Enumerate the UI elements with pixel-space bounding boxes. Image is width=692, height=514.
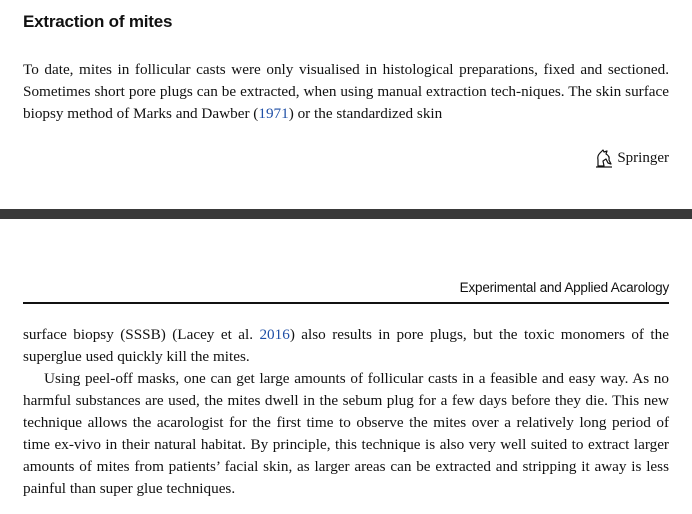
paragraph-continuation-start: surface biopsy (SSSB) (Lacey et al.	[23, 326, 260, 343]
paragraph-peel-off: Using peel-off masks, one can get large amounts of follicular casts in a feasible and easy way. As no harmful substances are used, the mites dwell in the sebum plug for a few days before they die. This new technique allows the acarologist for the first time to observe the mites over a relatively long period of time ex-vivo in their natural habitat. By principle, this technique is also very well suited to extract larger amounts of mites from patients’ facial skin, as larger areas can be extracted and stripping it away is less painful than super glue techniques.	[23, 370, 669, 497]
paragraph-intro-text: To date, mites in follicular casts were only visualised in histological preparations, fixed and sectioned. Sometimes short pore plugs can be extracted, when using manual extraction tech-niques. The skin surface biopsy method of Marks and Dawber (	[23, 61, 669, 122]
paragraph-intro-end: ) or the standardized skin	[288, 105, 443, 122]
citation-link-2016[interactable]: 2016	[259, 326, 290, 343]
page-bottom-text	[23, 324, 669, 500]
header-rule	[23, 302, 669, 304]
paragraph-intro	[23, 59, 669, 125]
citation-link-1971[interactable]: 1971	[258, 105, 289, 122]
paragraph-continuation-end: ) also results in pore plugs, but the toxic monomers of the superglue used quickly kill the mites.	[23, 326, 669, 365]
running-head: Experimental and Applied Acarology	[459, 280, 669, 295]
page-separator	[0, 209, 692, 219]
springer-horse-icon	[595, 148, 613, 168]
publisher-logo	[595, 148, 669, 168]
page-top	[0, 0, 692, 208]
publisher-name: Springer	[617, 149, 669, 166]
section-heading: Extraction of mites	[23, 12, 173, 31]
paragraph-continuation	[23, 324, 669, 368]
